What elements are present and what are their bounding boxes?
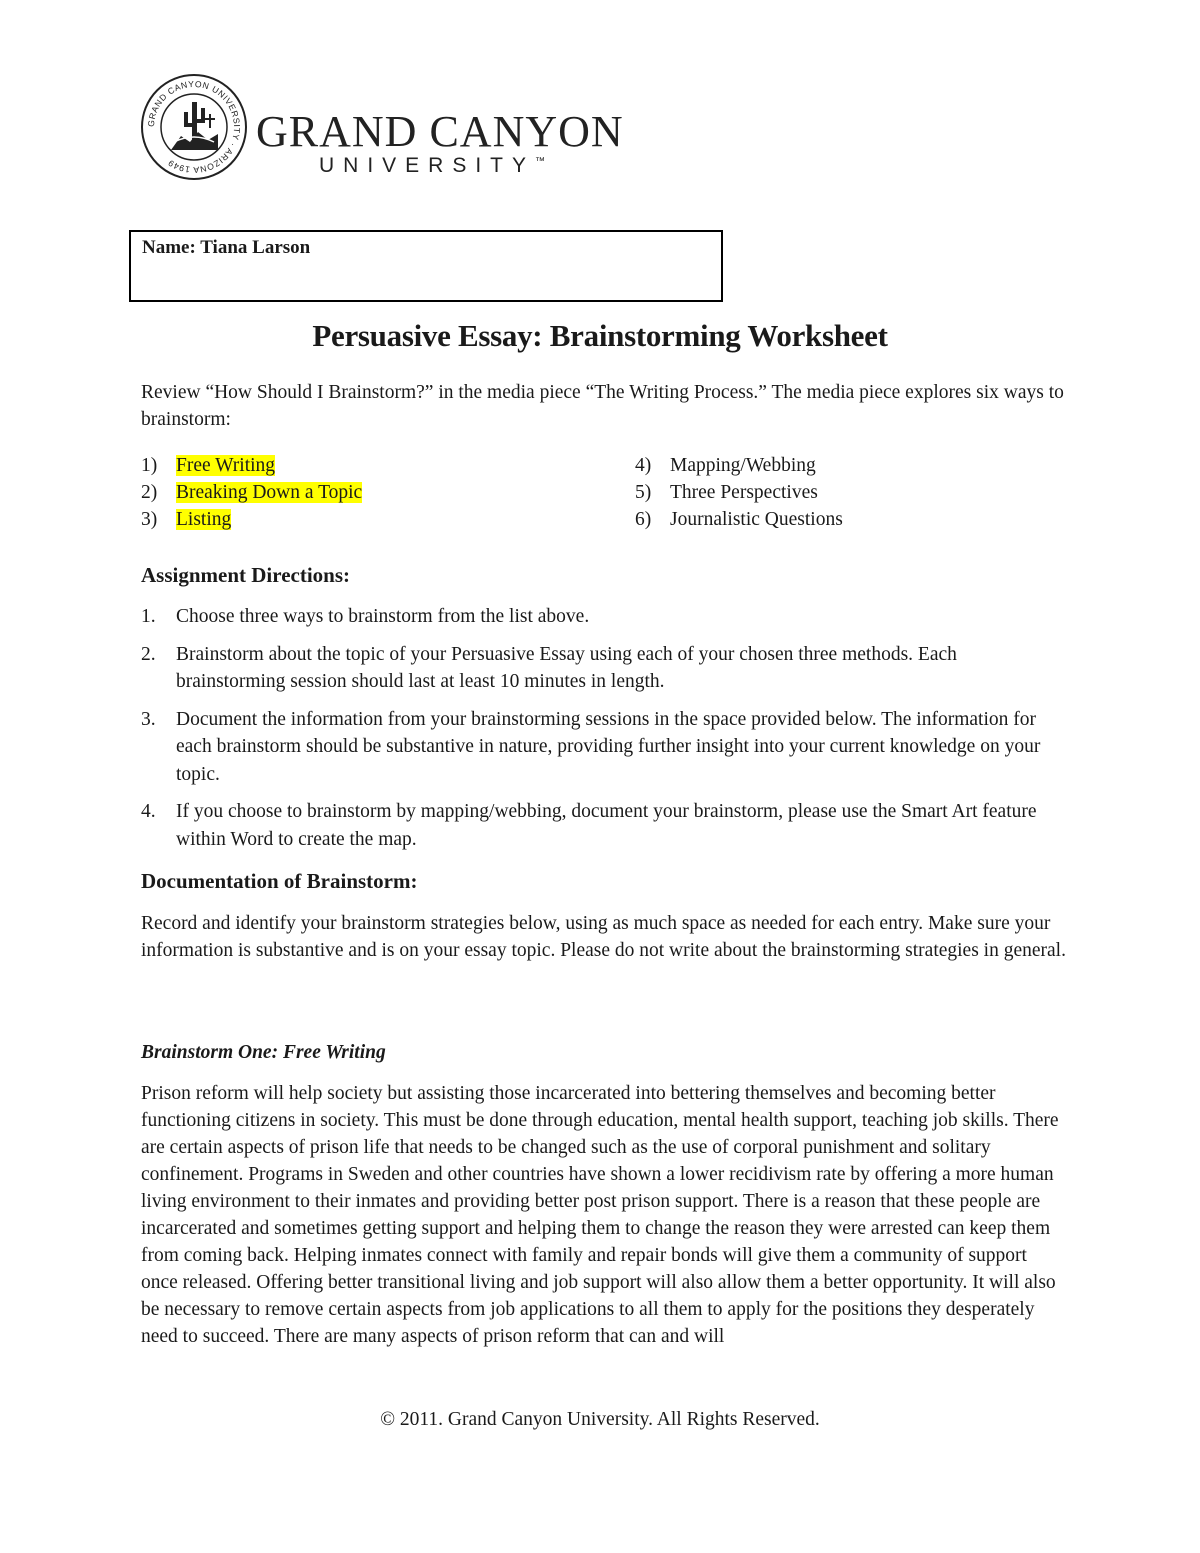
direction-number: 3. <box>141 708 156 730</box>
university-seal-icon <box>138 72 250 182</box>
method-number: 1) <box>141 455 158 476</box>
direction-number: 2. <box>141 643 156 665</box>
page-title: Persuasive Essay: Brainstorming Worksheet <box>312 318 888 353</box>
seal-text: GRAND CANYON UNIVERSITY · ARIZONA 1949 <box>145 78 243 176</box>
method-number: 3) <box>141 509 158 530</box>
method-list-item <box>141 479 362 506</box>
method-list-item <box>141 452 362 479</box>
directions-list <box>141 603 1066 863</box>
direction-item <box>141 798 1066 853</box>
method-number: 6) <box>635 509 652 530</box>
direction-number: 4. <box>141 801 156 822</box>
direction-item <box>141 641 1066 696</box>
documentation-heading: Documentation of Brainstorm: <box>141 869 418 893</box>
method-label: Three Perspectives <box>670 482 818 503</box>
direction-text: Brainstorm about the topic of your Persuasive Essay using each of your chosen three methods. Each brainstorming session should last at least 10 minutes in length. <box>176 643 957 692</box>
direction-text: If you choose to brainstorm by mapping/webbing, document your brainstorm, please use the Smart Art feature within Word to create the map. <box>176 801 1037 850</box>
direction-item <box>141 603 1066 631</box>
brainstorm-one-text: Prison reform will help society but assisting those incarcerated into bettering themselves and becoming better functioning citizens in society. This must be done through education, mental health support, teaching job skills. There are certain aspects of prison life that needs to be changed such as the use of corporal punishment and solitary confinement. Programs in Sweden and other countries have shown a lower recidivism rate by offering a more human living environment to their inmates and providing better post prison support. There is a reason that these people are incarcerated and sometimes getting support and helping them to change the reason they were arrested can keep them from coming back. Helping inmates connect with family and repair bonds will give them a community of support once released. Offering better transitional living and job support will also allow them a better opportunity. It will also be necessary to remove certain aspects from job applications to all them to apply for the positions they desperately need to succeed. There are many aspects of prison reform that can and will <box>141 1083 1059 1347</box>
direction-text: Document the information from your brainstorming sessions in the space provided below. The information for each brainstorm should be substantive in nature, providing further insight into your current knowledge on your topic. <box>176 708 1041 785</box>
university-logo <box>138 72 658 182</box>
name-box <box>129 230 723 302</box>
method-label: Listing <box>176 509 232 530</box>
method-list-item <box>635 452 843 479</box>
logo-wordmark-line1: GRAND CANYON <box>256 107 624 156</box>
documentation-paragraph: Record and identify your brainstorm strategies below, using as much space as needed for each entry. Make sure your information is substantive and is on your essay topic. Please do not write about the brainstorming strategies in general. <box>141 913 1066 961</box>
direction-text: Choose three ways to brainstorm from the list above. <box>176 606 590 627</box>
method-label: Journalistic Questions <box>670 509 843 530</box>
intro-paragraph: Review “How Should I Brainstorm?” in the media piece “The Writing Process.” The media piece explores six ways to brainstorm: <box>141 382 1064 430</box>
method-list-item <box>141 506 362 533</box>
logo-wordmark-line2: UNIVERSITY™ <box>319 154 546 177</box>
direction-item <box>141 706 1066 789</box>
method-list-item <box>635 506 843 533</box>
method-label: Free Writing <box>176 455 276 476</box>
student-name: Name: Tiana Larson <box>142 237 311 258</box>
direction-number: 1. <box>141 606 156 627</box>
methods-list-left <box>141 452 362 533</box>
methods-list-right <box>635 452 843 533</box>
method-number: 2) <box>141 482 158 503</box>
brainstorm-one-heading: Brainstorm One: Free Writing <box>141 1042 386 1063</box>
trademark-symbol: ™ <box>535 156 546 167</box>
method-number: 4) <box>635 455 652 476</box>
method-list-item <box>635 479 843 506</box>
copyright-footer: © 2011. Grand Canyon University. All Rights Reserved. <box>380 1409 820 1430</box>
method-label: Breaking Down a Topic <box>176 482 363 503</box>
method-label: Mapping/Webbing <box>670 455 816 476</box>
method-number: 5) <box>635 482 652 503</box>
assignment-directions-heading: Assignment Directions: <box>141 563 351 587</box>
